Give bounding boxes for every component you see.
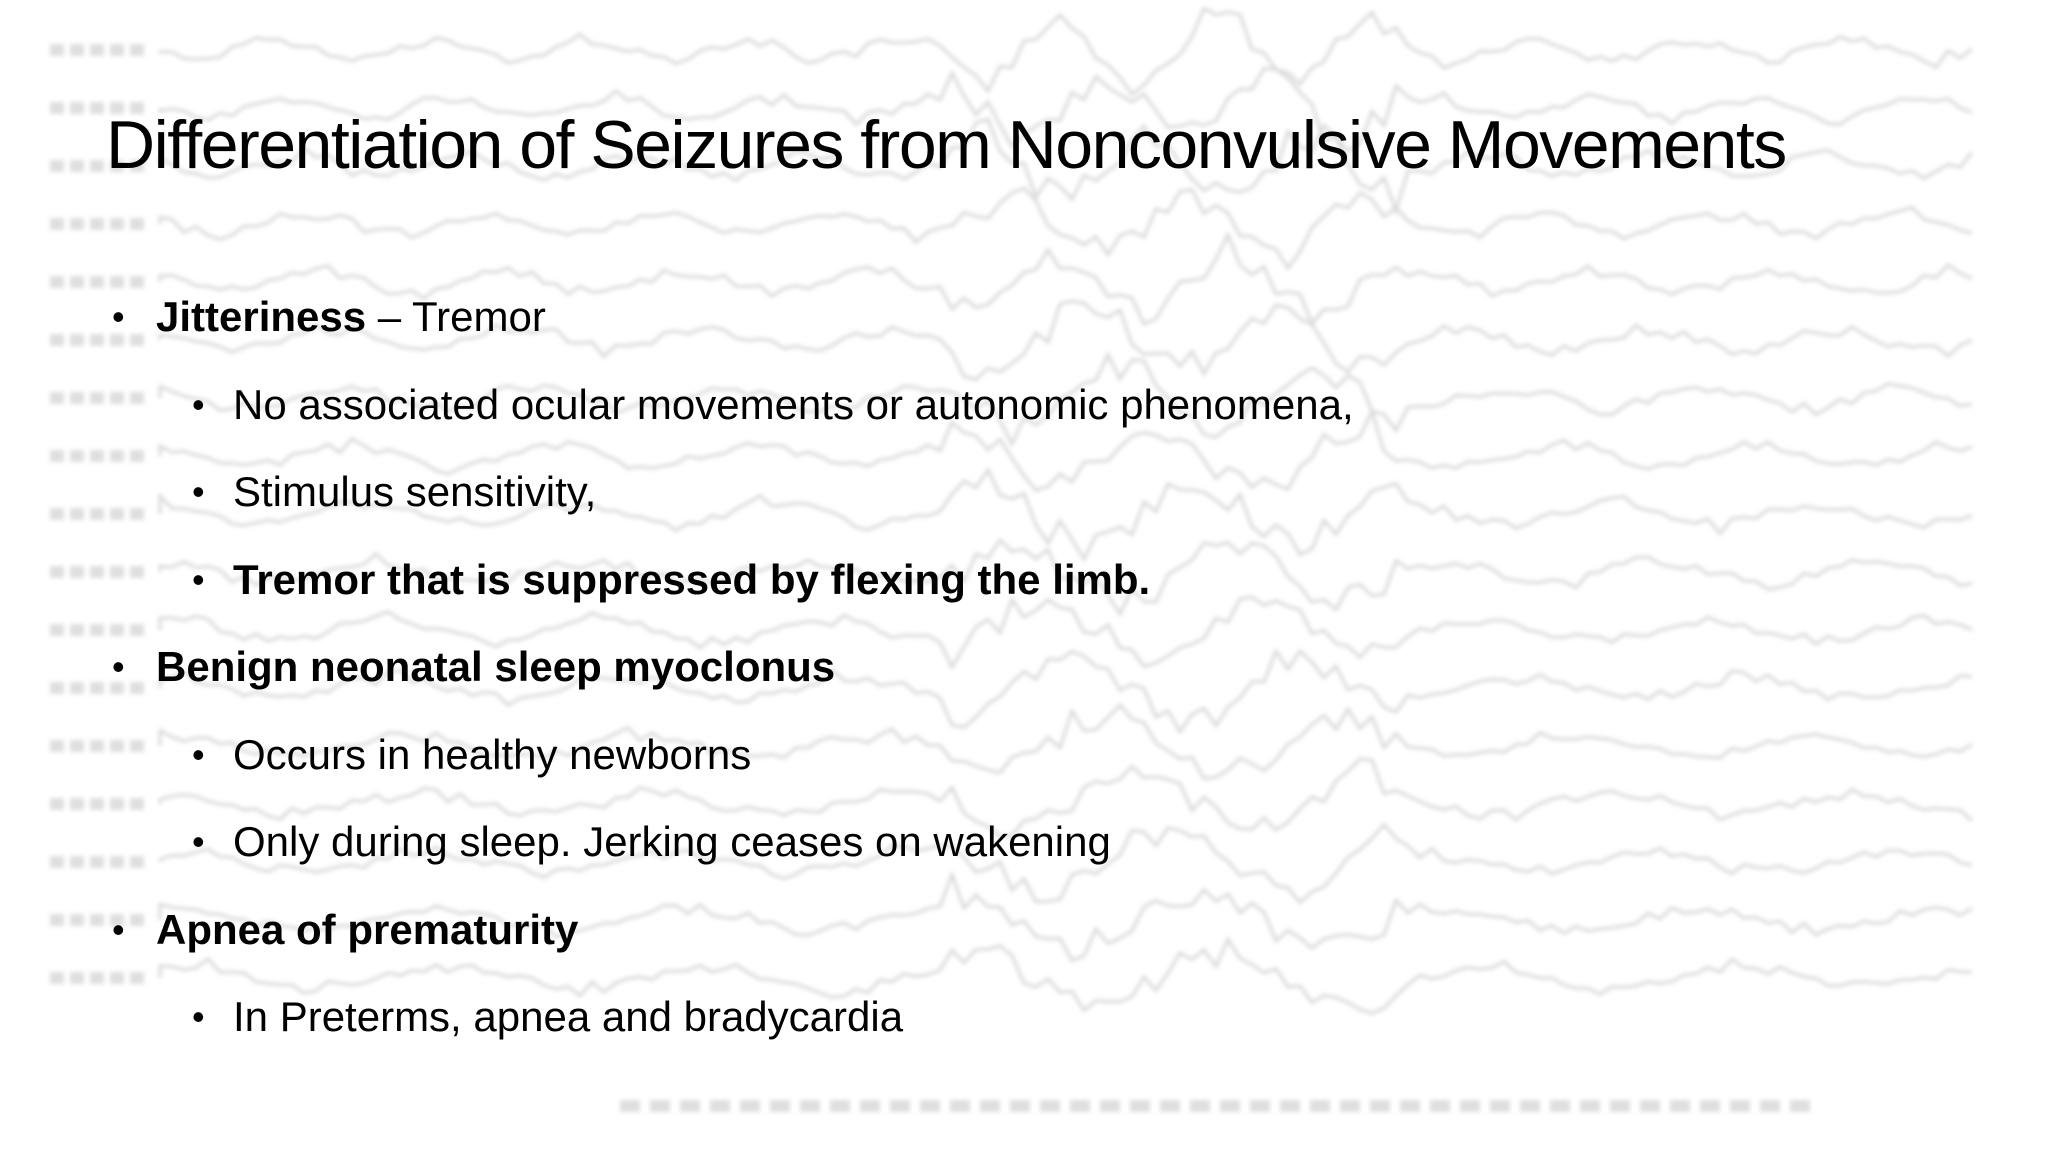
eeg-channel-label-mark bbox=[50, 740, 64, 752]
eeg-trace bbox=[160, 188, 1972, 268]
eeg-channel-label-mark bbox=[90, 218, 104, 230]
eeg-footer-mark bbox=[1070, 1100, 1090, 1112]
eeg-footer-mark bbox=[890, 1100, 910, 1112]
eeg-channel-label-mark bbox=[90, 914, 104, 926]
eeg-footer-mark bbox=[1250, 1100, 1270, 1112]
eeg-footer-mark bbox=[1400, 1100, 1420, 1112]
eeg-channel-label-mark bbox=[50, 682, 64, 694]
item-bold-text: Jitteriness bbox=[156, 293, 367, 340]
eeg-channel-label-mark bbox=[70, 798, 84, 810]
eeg-footer-mark bbox=[1490, 1100, 1510, 1112]
bullet-icon: • bbox=[192, 471, 205, 512]
eeg-footer-mark bbox=[800, 1100, 820, 1112]
list-item bbox=[112, 895, 1962, 983]
item-text: In Preterms, apnea and bradycardia bbox=[233, 993, 904, 1040]
eeg-channel-label-mark bbox=[90, 682, 104, 694]
eeg-footer-mark bbox=[1550, 1100, 1570, 1112]
eeg-footer-mark bbox=[1790, 1100, 1810, 1112]
item-bold-text: Benign neonatal sleep myoclonus bbox=[156, 643, 836, 690]
eeg-channel-label-mark bbox=[70, 856, 84, 868]
bullet-icon: • bbox=[192, 996, 205, 1037]
bullet-icon: • bbox=[112, 296, 125, 337]
eeg-channel-label-mark bbox=[70, 334, 84, 346]
eeg-channel-label-mark bbox=[50, 566, 64, 578]
eeg-channel-label-mark bbox=[70, 276, 84, 288]
eeg-channel-label-mark bbox=[70, 682, 84, 694]
eeg-channel-label-mark bbox=[50, 624, 64, 636]
eeg-channel-label-mark bbox=[90, 334, 104, 346]
eeg-channel-label-mark bbox=[70, 392, 84, 404]
eeg-channel-label-mark bbox=[50, 972, 64, 984]
item-text: No associated ocular movements or autonomic phenomena, bbox=[233, 380, 1354, 428]
item-bold-text: Apnea of prematurity bbox=[156, 905, 579, 953]
eeg-channel-label-mark bbox=[50, 160, 64, 172]
list-item bbox=[112, 370, 1962, 458]
eeg-footer-mark bbox=[860, 1100, 880, 1112]
eeg-channel-label-mark bbox=[50, 44, 64, 56]
eeg-channel-label-mark bbox=[70, 160, 84, 172]
eeg-footer-mark bbox=[620, 1100, 640, 1112]
eeg-channel-label-mark bbox=[50, 392, 64, 404]
eeg-footer-mark bbox=[1670, 1100, 1690, 1112]
eeg-footer-mark bbox=[830, 1100, 850, 1112]
eeg-channel-label-mark bbox=[70, 44, 84, 56]
eeg-channel-label-mark bbox=[70, 914, 84, 926]
eeg-channel-label-mark bbox=[90, 392, 104, 404]
eeg-channel-label-mark bbox=[90, 450, 104, 462]
eeg-channel-label-mark bbox=[90, 856, 104, 868]
eeg-footer-mark bbox=[770, 1100, 790, 1112]
eeg-footer-mark bbox=[1640, 1100, 1660, 1112]
eeg-footer-mark bbox=[1730, 1100, 1750, 1112]
eeg-footer-mark bbox=[740, 1100, 760, 1112]
eeg-footer-mark bbox=[1220, 1100, 1240, 1112]
eeg-channel-label-mark bbox=[90, 972, 104, 984]
item-bold-text: Tremor that is suppressed by flexing the limb. bbox=[233, 555, 1151, 603]
eeg-footer-mark bbox=[1190, 1100, 1210, 1112]
eeg-footer-mark bbox=[1100, 1100, 1120, 1112]
eeg-footer-mark bbox=[1010, 1100, 1030, 1112]
eeg-footer-mark bbox=[1280, 1100, 1300, 1112]
eeg-footer-mark bbox=[710, 1100, 730, 1112]
list-item bbox=[112, 282, 1962, 370]
eeg-footer-mark bbox=[1610, 1100, 1630, 1112]
list-item bbox=[112, 457, 1962, 545]
eeg-footer-mark bbox=[1430, 1100, 1450, 1112]
eeg-footer-mark bbox=[1310, 1100, 1330, 1112]
eeg-channel-label-mark bbox=[50, 450, 64, 462]
bullet-icon: • bbox=[112, 646, 125, 687]
eeg-footer-mark bbox=[1160, 1100, 1180, 1112]
eeg-footer-mark bbox=[1040, 1100, 1060, 1112]
eeg-footer-mark bbox=[1580, 1100, 1600, 1112]
eeg-channel-label-mark bbox=[90, 276, 104, 288]
bullet-icon: • bbox=[112, 908, 125, 950]
bullet-icon: • bbox=[192, 733, 205, 775]
eeg-channel-label-mark bbox=[70, 508, 84, 520]
eeg-footer-mark bbox=[1340, 1100, 1360, 1112]
eeg-channel-label-mark bbox=[70, 450, 84, 462]
eeg-footer-mark bbox=[1760, 1100, 1780, 1112]
eeg-footer-mark bbox=[1700, 1100, 1720, 1112]
item-text: Stimulus sensitivity, bbox=[233, 468, 597, 515]
eeg-channel-label-mark bbox=[90, 508, 104, 520]
eeg-channel-label-mark bbox=[50, 856, 64, 868]
item-text: Only during sleep. Jerking ceases on wakening bbox=[233, 818, 1111, 865]
eeg-channel-label-mark bbox=[70, 972, 84, 984]
eeg-footer-mark bbox=[650, 1100, 670, 1112]
eeg-footer-mark bbox=[980, 1100, 1000, 1112]
list-item bbox=[112, 632, 1962, 720]
eeg-channel-label-mark bbox=[90, 798, 104, 810]
eeg-footer-mark bbox=[950, 1100, 970, 1112]
bullet-icon: • bbox=[192, 383, 205, 425]
eeg-channel-label-mark bbox=[110, 44, 124, 56]
eeg-channel-label-mark bbox=[130, 218, 144, 230]
eeg-channel-label-mark bbox=[50, 798, 64, 810]
eeg-channel-label-mark bbox=[50, 276, 64, 288]
eeg-channel-label-mark bbox=[50, 334, 64, 346]
slide-title: Differentiation of Seizures from Nonconvulsive Movements bbox=[106, 107, 1786, 183]
eeg-channel-label-mark bbox=[70, 624, 84, 636]
eeg-footer-mark bbox=[1370, 1100, 1390, 1112]
eeg-channel-label-mark bbox=[90, 566, 104, 578]
eeg-channel-label-mark bbox=[70, 740, 84, 752]
eeg-trace bbox=[160, 8, 1972, 94]
list-item bbox=[112, 807, 1962, 895]
list-item bbox=[112, 545, 1962, 633]
eeg-footer-mark bbox=[1520, 1100, 1540, 1112]
eeg-footer-mark bbox=[1460, 1100, 1480, 1112]
eeg-channel-label-mark bbox=[70, 566, 84, 578]
eeg-channel-label-mark bbox=[90, 102, 104, 114]
bullet-list bbox=[112, 282, 1962, 1070]
eeg-channel-label-mark bbox=[110, 218, 124, 230]
bullet-icon: • bbox=[192, 558, 205, 600]
eeg-footer-mark bbox=[1130, 1100, 1150, 1112]
eeg-footer-mark bbox=[680, 1100, 700, 1112]
eeg-channel-label-mark bbox=[70, 218, 84, 230]
eeg-channel-label-mark bbox=[50, 914, 64, 926]
eeg-channel-label-mark bbox=[90, 44, 104, 56]
item-text: Occurs in healthy newborns bbox=[233, 730, 752, 778]
eeg-channel-label-mark bbox=[50, 218, 64, 230]
eeg-channel-label-mark bbox=[130, 44, 144, 56]
eeg-channel-label-mark bbox=[70, 102, 84, 114]
eeg-channel-label-mark bbox=[90, 624, 104, 636]
list-item bbox=[112, 720, 1962, 808]
list-item bbox=[112, 982, 1962, 1070]
eeg-channel-label-mark bbox=[50, 508, 64, 520]
eeg-channel-label-mark bbox=[50, 102, 64, 114]
item-text: – Tremor bbox=[366, 293, 546, 340]
eeg-footer-mark bbox=[920, 1100, 940, 1112]
eeg-channel-label-mark bbox=[90, 740, 104, 752]
eeg-channel-label-mark bbox=[90, 160, 104, 172]
bullet-icon: • bbox=[192, 821, 205, 862]
